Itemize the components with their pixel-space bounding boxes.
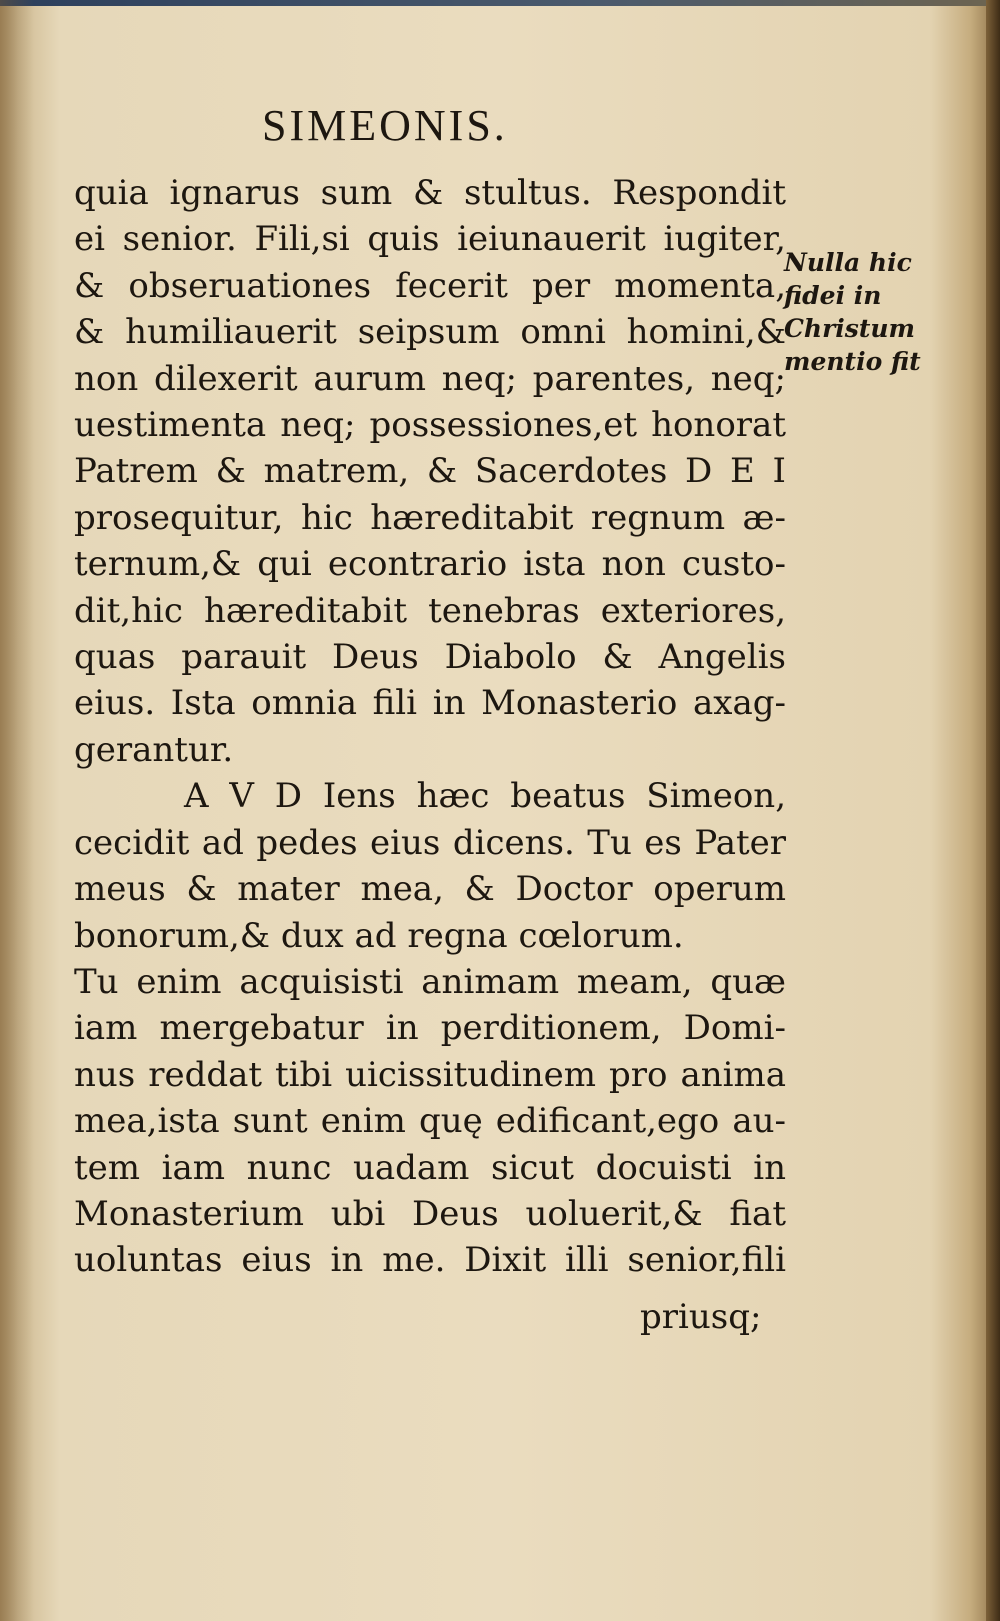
page-right-edge bbox=[986, 0, 1000, 1621]
text-line: ei senior. Fili,si quis ieiunauerit iugiter, bbox=[74, 219, 786, 260]
page-top-edge bbox=[0, 0, 1000, 6]
marginal-note bbox=[784, 246, 944, 378]
text-line: eius. Ista omnia fili in Monasterio axag- bbox=[74, 683, 786, 724]
text-line: meus & mater mea, & Doctor operum bbox=[74, 869, 786, 910]
catchword: priusq; bbox=[640, 1297, 762, 1337]
text-line: quas parauit Deus Diabolo & Angelis bbox=[74, 637, 786, 678]
text-line: Patrem & matrem, & Sacerdotes D E I bbox=[74, 451, 786, 492]
marginal-note-line: mentio fit bbox=[784, 347, 921, 376]
text-line: non dilexerit aurum neq; parentes, neq; bbox=[74, 358, 786, 399]
text-line: nus reddat tibi uicissitudinem pro anima bbox=[74, 1054, 786, 1095]
text-line: dit,hic hæreditabit tenebras exteriores, bbox=[74, 590, 786, 631]
text-line: bonorum,& dux ad regna cœlorum. bbox=[74, 915, 684, 956]
marginal-note-line: fidei in bbox=[784, 281, 882, 310]
running-title: SIMEONIS. bbox=[262, 101, 508, 150]
text-line: cecidit ad pedes eius dicens. Tu es Pater bbox=[74, 822, 786, 863]
text-line: uoluntas eius in me. Dixit illi senior,fili bbox=[74, 1240, 786, 1281]
text-line: & humiliauerit seipsum omni homini,& bbox=[74, 312, 786, 353]
marginal-note-line: Christum bbox=[784, 314, 915, 343]
gutter-shadow bbox=[0, 0, 34, 1621]
text-line: prosequitur, hic hæreditabit regnum æ- bbox=[74, 497, 786, 538]
paragraph-start-line: A V D Iens hæc beatus Simeon, bbox=[184, 776, 786, 817]
text-line: iam mergebatur in perditionem, Domi- bbox=[74, 1008, 786, 1049]
text-line: mea,ista sunt enim quę edificant,ego au- bbox=[74, 1101, 786, 1142]
text-line: Monasterium ubi Deus uoluerit,& fiat bbox=[74, 1193, 786, 1234]
text-line: uestimenta neq; possessiones,et honorat bbox=[74, 405, 786, 446]
text-line: ternum,& qui econtrario ista non custo- bbox=[74, 544, 786, 585]
text-line: Tu enim acquisisti animam meam, quæ bbox=[74, 961, 786, 1002]
marginal-note-line: Nulla hic bbox=[784, 248, 912, 277]
text-line: tem iam nunc uadam sicut docuisti in bbox=[74, 1147, 786, 1188]
text-line: quia ignarus sum & stultus. Respondit bbox=[74, 173, 786, 213]
text-line: gerantur. bbox=[74, 729, 234, 770]
body-text bbox=[74, 170, 786, 1284]
text-line: & obseruationes fecerit per momenta, bbox=[74, 265, 786, 306]
